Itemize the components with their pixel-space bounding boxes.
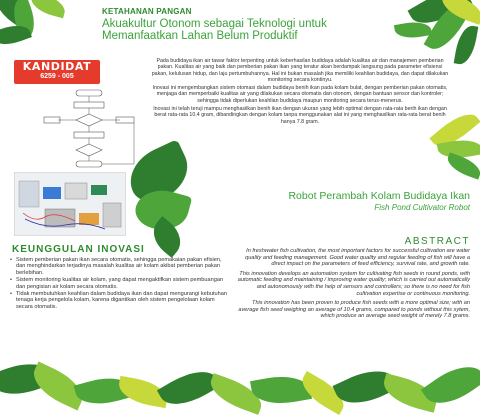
advantages-heading: KEUNGGULAN INOVASI (12, 244, 145, 255)
advantage-item: • Sistem pemberian pakan ikan secara otomatis, sehingga pemakaian pakan efisien, dan menghindarkan terjadinya masalah kualitas air kolam akibat pemberian pakan berlebihan. (10, 257, 228, 276)
intro-paragraph: Pada budidaya ikan air tawar faktor terpenting untuk keberhasilan budidaya adalah kualitas air dan manajemen pemberian pakan. Kualitas air yang baik dan pemberian pakan ikan yang teratur akan berdampak langsung pada parameter efisiensi pakan, kelulusan hidup, dan laju pertumbuhannya. Hal ini bukan masalah jika memiliki keahlian budidaya, dan dapat dilakukan monitoring secara kontinyu. (151, 58, 449, 83)
product-title: Robot Perambah Kolam Budidaya Ikan (288, 190, 470, 202)
category-label: KETAHANAN PANGAN (102, 7, 192, 16)
advantages-list (10, 257, 228, 311)
flowchart-diagram (40, 88, 140, 170)
abstract-text (232, 248, 470, 323)
page-title: Akuakultur Otonom sebagai Teknologi untuk Memanfaatkan Lahan Belum Produktif (102, 18, 327, 42)
intro-paragraph: Inovasi ini telah teruji mampu menghasilkan benih ikan dengan ukuran yang lebih optimal dengan rata-rata berih ikan dengan berat rata-rata 10.4 gram, dibandingkan dengan kolam tanpa menggunakan alat ini yang menghasilkan rata-rata berat benih hanya 7.8 gram. (153, 106, 447, 125)
kandidat-code: 6259 - 005 (40, 73, 74, 80)
intro-text (150, 58, 450, 127)
intro-paragraph: Inovasi ini mengembangkan sistem otomasi dalam budidaya benih ikan pada kolam bulat, dengan pemberian pakan otomatis, menjaga dan memperbaiki kualitas air yang dilakukan secara otomatis dan otonom, dengan bantuan sensor dan kontroler; sehingga tidak diperlukan keahlian budidaya maupun monitoring secara terus-menerus. (152, 85, 448, 104)
product-subtitle: Fish Pond Cultivator Robot (374, 203, 470, 212)
abstract-paragraph: This innovation develops an automation system for cultivating fish seeds in round ponds, with automatic feeding and maintaining / improving water quality; which is carried out automatically and autonomously with the help of sensors and controllers; so there is no need for fish cultivation expertise or continuous monitoring. (237, 270, 470, 297)
abstract-paragraph: This innovation has been proven to produce fish seeds with a more optimal size; with an average fish seed weighing an average of 10.4 grams, compared to ponds without this sytem, which produce an average seed weight of merely 7.8 grams. (238, 300, 470, 320)
abstract-paragraph: In freshwater fish cultivation, the most important factors for successful cultivation are water quality and feeding management. Good water quality and regular feeding of fish will have a direct impact on the parameters of feed efficiency, survival rate, and growth rate. (245, 248, 470, 268)
device-photo (14, 172, 126, 236)
advantage-item: • Tidak membutuhkan keahlian dalam budidaya ikan dan dapat mengurangi kebutuhan tenaga kerja pengelola kolam, karena digantikan oleh sistem pengelolaan kolam secara otomatis. (10, 291, 228, 310)
abstract-heading: ABSTRACT (404, 236, 470, 247)
advantage-item: • Sistem monitoring kualitas air kolam, yang dapat mengaktifkan sistem pembuangan dan pengisian air kolam secara otomatis. (10, 277, 228, 290)
kandidat-label: KANDIDAT (22, 60, 92, 73)
